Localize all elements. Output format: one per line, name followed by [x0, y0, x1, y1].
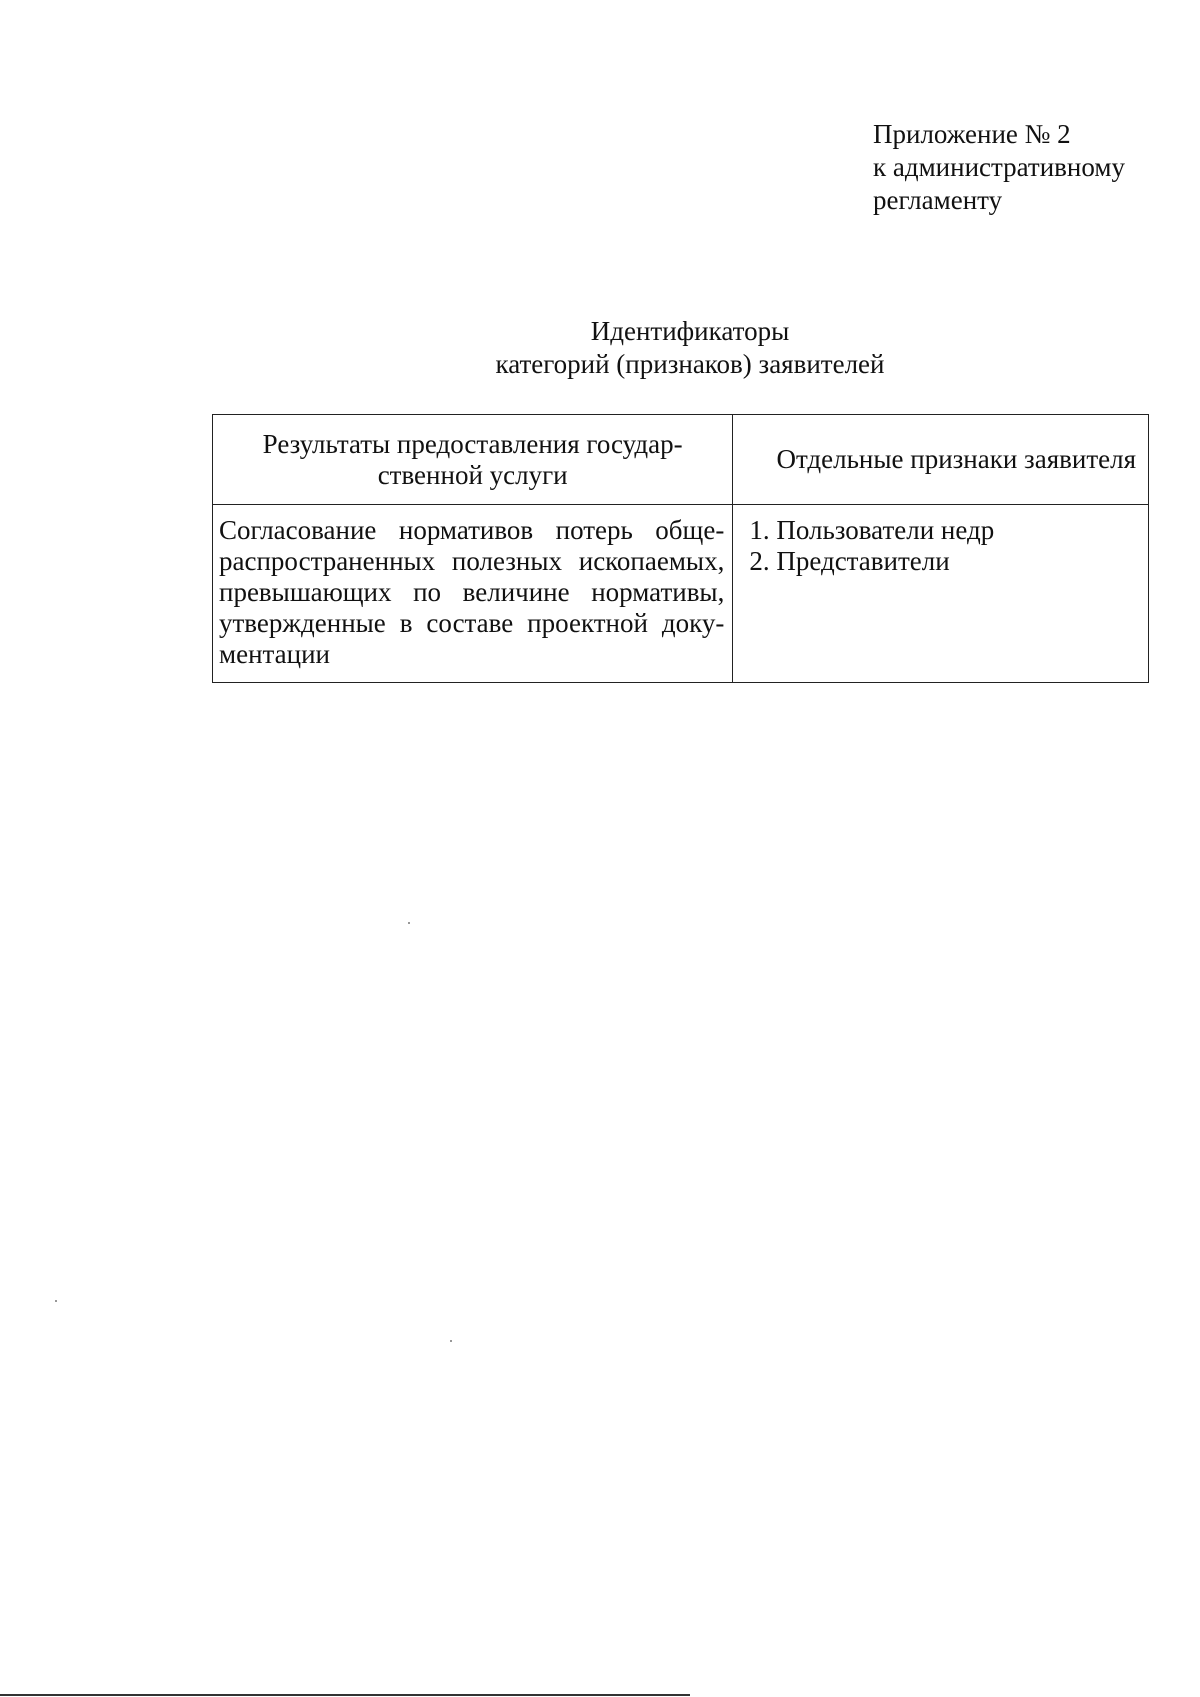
- appendix-header: [873, 118, 1125, 217]
- result-line: Согласование нормативов потерь обще-: [219, 515, 725, 545]
- document-title: [400, 315, 980, 381]
- result-cell: [213, 505, 733, 683]
- title-line-1: Идентификаторы: [590, 316, 790, 346]
- header-applicant-signs: Отдельные признаки заявителя: [733, 415, 1149, 505]
- result-line: распространенных полезных ископаемых,: [219, 546, 725, 576]
- sign-item-representatives: 2. Представители: [749, 546, 950, 576]
- result-line: превышающих по величине нормативы,: [219, 577, 725, 607]
- appendix-reference: к административному: [873, 152, 1125, 182]
- result-line: утвержденные в составе проектной доку-: [219, 608, 725, 638]
- bottom-scan-edge: [0, 1694, 690, 1696]
- scan-speck: [408, 922, 410, 924]
- header-results-line-2: ственной услуги: [377, 459, 568, 490]
- appendix-number: Приложение № 2: [873, 119, 1071, 149]
- table-row: [213, 505, 1149, 683]
- identifiers-table: [212, 414, 1149, 683]
- signs-cell: [733, 505, 1149, 683]
- scan-speck: [55, 1300, 57, 1302]
- title-line-2: категорий (признаков) заявителей: [495, 349, 885, 379]
- appendix-reference-cont: регламенту: [873, 185, 1003, 215]
- header-results: [213, 415, 733, 505]
- result-line: ментации: [219, 639, 330, 669]
- sign-item-users: 1. Пользователи недр: [749, 515, 995, 545]
- scan-speck: [450, 1340, 452, 1342]
- table-header-row: [213, 415, 1149, 505]
- header-results-line-1: Результаты предоставления государ-: [262, 428, 683, 459]
